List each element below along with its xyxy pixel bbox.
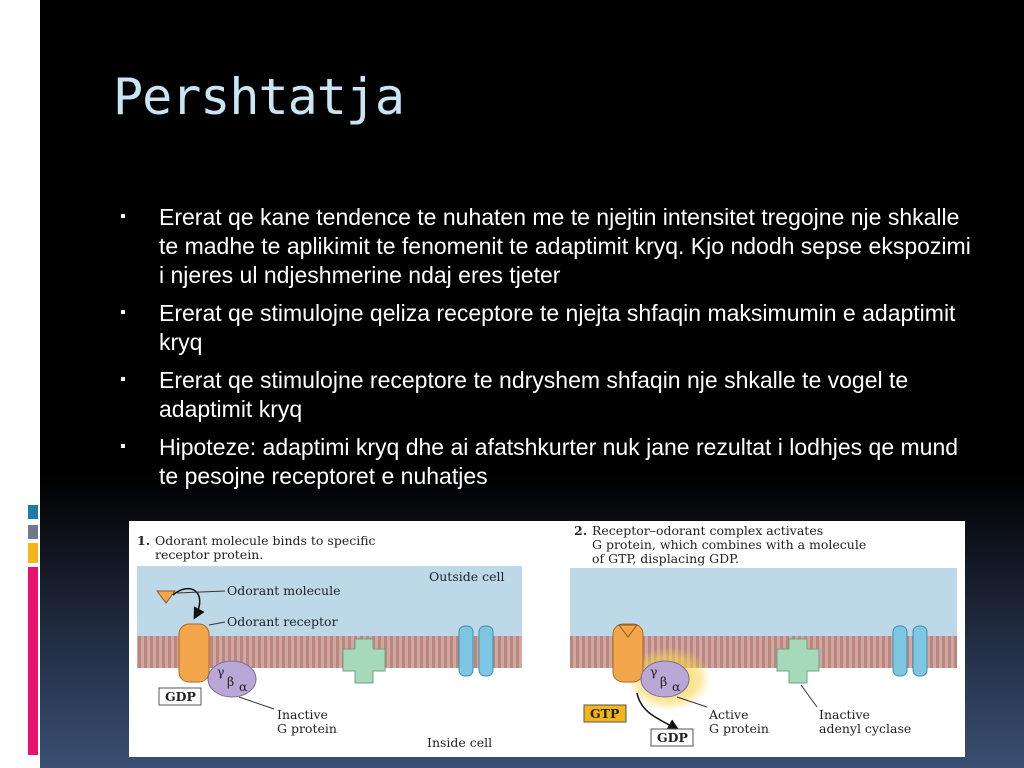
ion-channel-icon <box>913 626 927 676</box>
panel-divider <box>532 521 562 757</box>
slide-title: Pershtatja <box>113 68 405 126</box>
gamma-label: γ <box>217 664 225 679</box>
active-g-label-2: G protein <box>709 721 769 736</box>
square-bullet-icon: ▪ <box>120 304 126 321</box>
accent-rail <box>28 505 38 755</box>
square-bullet-icon: ▪ <box>120 438 126 455</box>
inactive-g-label-1: Inactive <box>277 707 328 722</box>
alpha-label: α <box>672 679 681 694</box>
active-g-label-1: Active <box>709 707 749 722</box>
inside-cell-label: Inside cell <box>427 735 493 750</box>
ion-channel-icon <box>893 626 907 676</box>
accent-magenta <box>28 567 38 755</box>
odorant-molecule-label: Odorant molecule <box>227 583 341 598</box>
bullet-text: Hipoteze: adaptimi kryq dhe ai afatshkurter nuk jane rezultat i lodhjes qe mund te pesojne receptoret e nuhatjes <box>159 434 959 489</box>
outside-cell-label: Outside cell <box>429 569 505 584</box>
panel1-caption-1: Odorant molecule binds to specific <box>155 533 376 548</box>
gdp-label: GDP <box>657 730 688 745</box>
olfaction-diagram <box>129 521 965 757</box>
ion-channel-icon <box>459 626 473 676</box>
inactive-ac-label-2: adenyl cyclase <box>819 721 912 736</box>
panel-2 <box>570 523 957 757</box>
bullet-list <box>118 203 978 500</box>
accent-yellow <box>28 543 38 563</box>
inactive-g-label-2: G protein <box>277 721 337 736</box>
accent-blue <box>28 505 38 519</box>
gtp-label: GTP <box>590 706 620 721</box>
square-bullet-icon: ▪ <box>120 208 126 225</box>
bullet-item <box>118 366 978 424</box>
bullet-text: Ererat qe kane tendence te nuhaten me te njejtin intensitet tregojne nje shkalle te madhe te aplikimit te fenomenit te adaptimit kryq. Kjo ndodh sepse ekspozimi i njeres ul ndjeshmerine ndaj eres tjeter <box>159 204 971 288</box>
beta-label: β <box>227 674 235 689</box>
odorant-receptor-label: Odorant receptor <box>227 614 338 629</box>
bullet-item <box>118 203 978 290</box>
bullet-text: Ererat qe stimulojne qeliza receptore te njejta shfaqin maksimumin e adaptimit kryq <box>159 300 956 355</box>
panel2-step: 2. <box>574 523 588 538</box>
accent-gray <box>28 525 38 539</box>
panel1-step: 1. <box>137 533 151 548</box>
beta-label: β <box>660 674 668 689</box>
inactive-ac-label-1: Inactive <box>819 707 870 722</box>
panel2-caption-3: of GTP, displacing GDP. <box>592 551 740 566</box>
bullet-item <box>118 299 978 357</box>
panel1-caption-2: receptor protein. <box>155 547 264 562</box>
bullet-item <box>118 433 978 491</box>
gdp-label: GDP <box>165 689 196 704</box>
odorant-receptor-icon <box>179 624 209 682</box>
panel2-caption-2: G protein, which combines with a molecule <box>592 537 867 552</box>
ion-channel-icon <box>479 626 493 676</box>
panel-1 <box>137 533 522 757</box>
bullet-text: Ererat qe stimulojne receptore te ndryshem shfaqin nje shkalle te vogel te adaptimit kryq <box>159 367 909 422</box>
gamma-label: γ <box>650 664 658 679</box>
alpha-label: α <box>239 679 248 694</box>
panel2-caption-1: Receptor–odorant complex activates <box>592 523 824 538</box>
square-bullet-icon: ▪ <box>120 371 126 388</box>
